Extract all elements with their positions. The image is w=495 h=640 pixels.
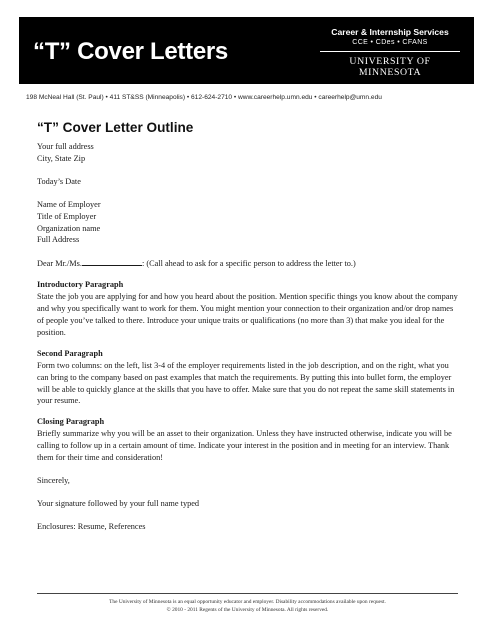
footer-divider (37, 593, 458, 594)
enclosures-line: Enclosures: Resume, References (37, 521, 146, 531)
document-title: “T” Cover Letters (33, 38, 228, 65)
name-blank (82, 257, 142, 266)
footer-disclaimer: The University of Minnesota is an equal opportunity educator and employer. Disability accommodations available upon request. (109, 599, 386, 605)
outline-title: “T” Cover Letter Outline (37, 120, 194, 135)
section-body: Briefly summarize why you will be an asset to their organization. Unless they have instructed otherwise, indicate you will be calling to follow up in a certain amount of time. Indicate your interest in the position and in meeting for an interview. Thank them for their time and consideration! (37, 429, 452, 463)
header-banner (19, 17, 474, 84)
employer-address: Full Address (37, 235, 80, 245)
office-branding (320, 27, 460, 78)
university-name: UNIVERSITY OF MINNESOTA (349, 56, 431, 78)
section-heading: Second Paragraph (37, 348, 103, 358)
signature-line: Your signature followed by your full name typed (37, 498, 200, 508)
date-line: Today’s Date (37, 176, 81, 186)
section-heading: Introductory Paragraph (37, 280, 124, 290)
section-body: Form two columns: on the left, list 3-4 of the employer requirements listed in the job description, and on the right, what you can bring to the company based on past examples that match the requirements. By putting this into bullet form, the employer will be able to quickly glance at the skills that you have to offer. Make sure that you do not repeat the same skill statements in your resume. (37, 360, 455, 406)
address-line: Your full address (37, 142, 94, 151)
section-heading: Closing Paragraph (37, 417, 105, 427)
closing: Sincerely, (37, 475, 70, 485)
salutation (37, 257, 460, 270)
employer-title: Title of Employer (37, 211, 97, 221)
organization-name: Organization name (37, 223, 101, 233)
city-state-line: City, State Zip (37, 153, 86, 163)
college-list: CCE • CDes • CFANS (352, 39, 428, 46)
salutation-prefix: Dear Mr./Ms. (37, 259, 82, 269)
banner-divider (320, 51, 460, 52)
section-body: State the job you are applying for and how you heard about the position. Mention specific things you know about the company and why you specifically want to work for them. You might mention your connection to their organization and/or drop names of people you’ve talked to there. Introduce your unique traits or qualifications (no more than 3) that make you ideal for the position. (37, 292, 458, 337)
salutation-note: : (Call ahead to ask for a specific person to address the letter to.) (141, 259, 356, 269)
contact-line: 198 McNeal Hall (St. Paul) • 411 ST&SS (Minneapolis) • 612-624-2710 • www.careerhelp.umn.edu • careerhelp@umn.edu (26, 94, 382, 101)
footer-copyright: © 2010 - 2011 Regents of the University of Minnesota. All rights reserved. (166, 607, 329, 613)
employer-name: Name of Employer (37, 199, 101, 209)
office-name: Career & Internship Services (331, 27, 449, 37)
letter-outline (37, 141, 460, 533)
footer (37, 598, 458, 614)
